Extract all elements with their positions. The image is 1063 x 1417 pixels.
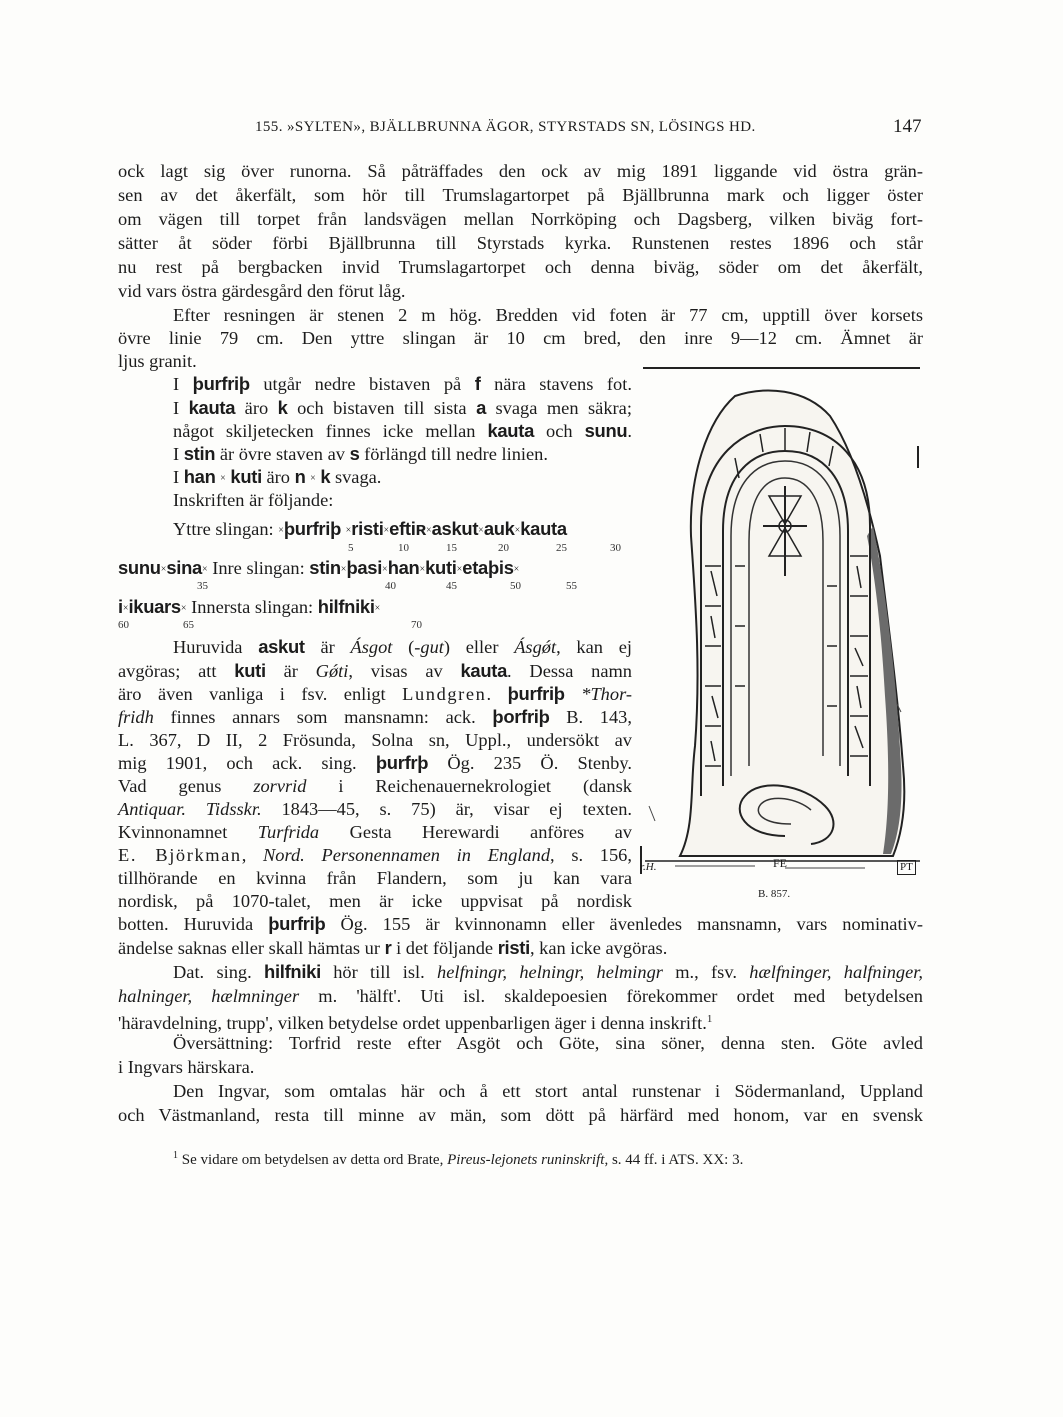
rune-number: 30 [610, 542, 621, 554]
text-line: Kvinnonamnet Turfrida Gesta Herewardi anföres av [118, 822, 632, 842]
rune-number: 15 [446, 542, 457, 554]
inscription-outer: Yttre slingan: ×þurfriþ ×risti×eftiʀ×askut×auk×kauta [173, 518, 567, 539]
rune-number: 45 [446, 580, 457, 592]
text-line: nu rest på bergbacken invid Trumslagartorpet och denna biväg, söder om det åkerfält, [118, 257, 923, 277]
text-line: Översättning: Torfrid reste efter Asgöt och Göte, sina söner, denna sten. Göte avled [173, 1033, 923, 1053]
text-line: botten. Huruvida þurfriþ Ög. 155 är kvinnonamn eller ävenledes mansnamn, vars nominativ- [118, 913, 923, 934]
inscription-innermost: i×ikuars× Innersta slingan: hilfniki× [118, 596, 381, 617]
text-line: ock lagt sig över runorna. Så påträffades den ock av mig 1891 liggande vid östra grän- [118, 161, 923, 181]
runestone-drawing [635, 366, 925, 906]
rune-number: 40 [385, 580, 396, 592]
text-line: ljus granit. [118, 351, 197, 371]
text-line: nordisk, på 1070-talet, men är icke uppvisat på nordisk [118, 891, 632, 911]
figure-label-mid: FE [773, 856, 788, 870]
text-line: L. 367, D II, 2 Frösunda, Solna sn, Uppl., undersökt av [118, 730, 632, 750]
figure-label-right: PT [897, 860, 916, 875]
text-line: Efter resningen är stenen 2 m hög. Bredden vid foten är 77 cm, upptill över korsets [173, 305, 923, 325]
rune-note: I stin är övre staven av s förlängd till nedre linien. [173, 443, 548, 464]
rune-number: 50 [510, 580, 521, 592]
rune-number: 25 [556, 542, 567, 554]
text-line: Huruvida askut är Ásgot (-gut) eller Ásgǿt, kan ej [173, 636, 632, 657]
rune-number: 65 [183, 619, 194, 631]
text-line: E. Björkman, Nord. Personennamen in England, s. 156, [118, 845, 632, 865]
text-line: 'häravdelning, trupp', vilken betydelse ordet uppenbarligen äger i denna inskrift.$^1$ [118, 1013, 713, 1034]
page-number: 147 [893, 116, 922, 137]
rune-note: I han × kuti äro n × k svaga. [173, 466, 382, 487]
text-line: Antiquar. Tidsskr. 1843—45, s. 75) är, visar ej texten. [118, 799, 632, 819]
runestone-figure [635, 366, 925, 906]
text-line: om vägen till torpet från landsvägen mellan Norrköping och Dagsberg, vilken biväg fort- [118, 209, 923, 229]
text-line: vid vars östra gärdesgård den förut låg. [118, 281, 406, 301]
rune-note: I kauta äro k och bistaven till sista a svaga men säkra; [173, 397, 632, 418]
rune-note: I þurfriþ utgår nedre bistaven på f nära stavens fot. [173, 373, 632, 394]
text-line: Den Ingvar, som omtalas här och å ett stort antal runstenar i Södermanland, Uppland [173, 1081, 923, 1101]
rune-number: 70 [411, 619, 422, 631]
rune-number: 55 [566, 580, 577, 592]
text-line: sen av det åkerfält, som hör till Trumslagartorpet på Bjällbrunna mark och ligger öster [118, 185, 923, 205]
rune-number: 10 [398, 542, 409, 554]
text-line: i Ingvars härskara. [118, 1057, 255, 1077]
rune-number: 5 [348, 542, 354, 554]
rune-note: något skiljetecken finnes icke mellan kauta och sunu. [173, 420, 632, 441]
text-line: halninger, hælmninger m. 'hälft'. Uti isl. skaldepoesien förekommer ordet med betydelsen [118, 986, 924, 1006]
text-line: mig 1901, och ack. sing. þurfrþ Ög. 235 Ö. Stenby. [118, 752, 632, 773]
figure-caption: B. 857. [758, 888, 791, 900]
inscription-intro: Inskriften är följande: [173, 490, 334, 510]
footnote: $^1$ Se vidare om betydelsen av detta ord Brate, Pireus-lejonets runinskrift, s. 44 ff. i ATS. XX: 3. [173, 1150, 744, 1168]
figure-label-left: r.H. [640, 861, 657, 873]
text-line: Vad genus zorvrid i Reichenauernekrologiet (dansk [118, 776, 632, 796]
text-line: avgöras; att kuti är Gǿti, visas av kauta. Dessa namn [118, 660, 633, 681]
text-line: fridh finnes annars som mansnamn: ack. þorfriþ B. 143, [118, 706, 632, 727]
rune-number: 60 [118, 619, 129, 631]
text-line: tillhörande en kvinna från Flandern, som ju kan vara [118, 868, 632, 888]
rune-number: 35 [197, 580, 208, 592]
text-line: och Västmanland, resta till minne av män, som dött på härfärd med honom, var en svensk [118, 1105, 923, 1125]
text-line: Dat. sing. hilfniki hör till isl. helfningr, helningr, helmingr m., fsv. hælfninger, halfninger, [173, 961, 923, 982]
text-line: ändelse saknas eller skall hämtas ur r i det följande risti, kan icke avgöras. [118, 937, 668, 958]
text-line: äro även vanliga i fsv. enligt Lundgren. þurfriþ *Thor- [118, 683, 632, 704]
running-header: 155. »SYLTEN», BJÄLLBRUNNA ÄGOR, STYRSTADS SN, LÖSINGS HD. [255, 119, 756, 135]
rune-number: 20 [498, 542, 509, 554]
text-line: övre linie 79 cm. Den yttre slingan är 10 cm bred, den inre 9—12 cm. Ämnet är [118, 328, 923, 348]
text-line: sätter åt söder förbi Bjällbrunna till Styrstads kyrka. Runstenen restes 1896 och står [118, 233, 923, 253]
inscription-inner: sunu×sina× Inre slingan: stin×þasi×han×kuti×etaþis× [118, 557, 520, 578]
